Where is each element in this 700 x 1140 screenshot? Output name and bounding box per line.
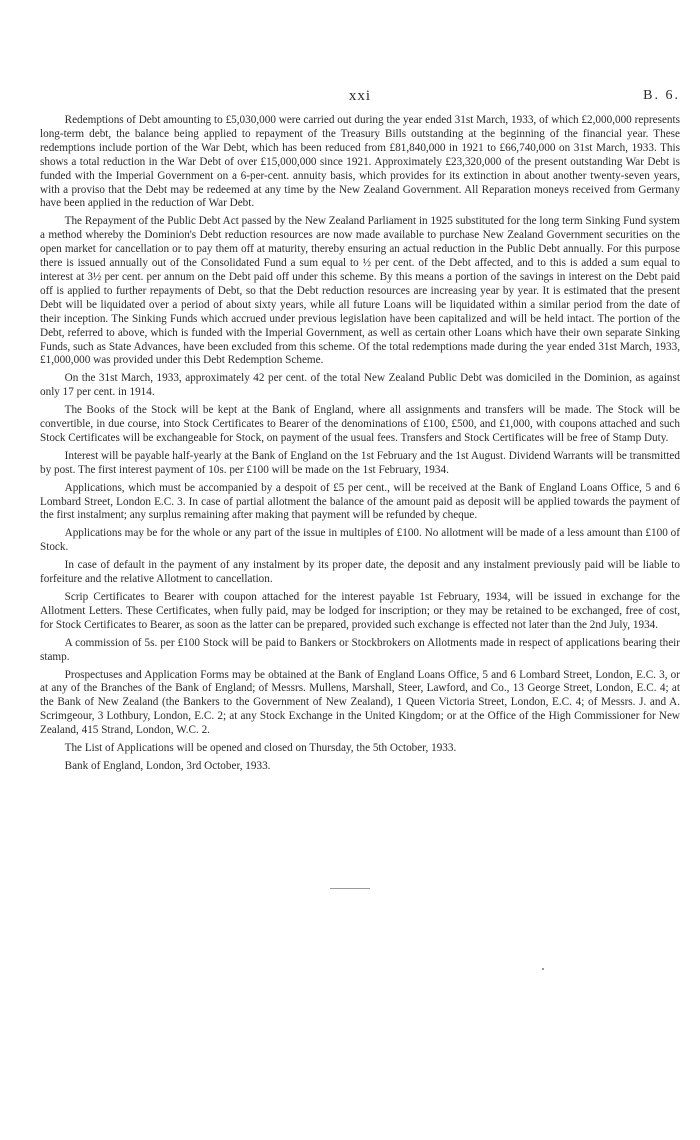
paragraph-dateline: Bank of England, London, 3rd October, 1933. bbox=[64, 759, 271, 772]
paragraph-list-of-applications: The List of Applications will be opened and closed on Thursday, the 5th October, 1933. bbox=[64, 742, 457, 755]
page-header bbox=[40, 88, 680, 108]
paragraph-debt-redemptions: Redemptions of Debt amounting to £5,030,000 were carried out during the year ended 31st March, 1933, of which £2,000,000 represents long-term debt, the balance being applied to repayment of the Treasury Bills outstanding at the beginning of the financial year. These redemptions include portion of the War Debt, which has been reduced from £81,840,000 in 1921 to £66,740,000 on 31st March, 1933. This shows a total reduction in the War Debt of over £15,000,000 since 1921. Approximately £23,320,000 of the present outstanding War Debt is funded with the Imperial Government on a 6-per-cent. annuity basis, which provides for its extinction in about another twenty-seven years, with a proviso that the Debt may be redeemed at any time by the New Zealand Government. All Reparation moneys received from Germany have been applied in the reduction of War Debt. bbox=[40, 114, 680, 210]
divider-rule bbox=[330, 888, 370, 889]
document-body bbox=[40, 114, 680, 778]
document-reference: B. 6. bbox=[643, 88, 680, 103]
paragraph-applications: Applications, which must be accompanied by a despoit of £5 per cent., will be received at the Bank of England Loans Office, 5 and 6 Lombard Street, London E.C. 3. In case of partial allotment the balance of the amount paid as deposit will be applied towards the payment of the first instalment; any surplus remaining after making that payment will be refunded by cheque. bbox=[40, 481, 680, 522]
paragraph-commission: A commission of 5s. per £100 Stock will be paid to Bankers or Stockbrokers on Allotments made in respect of applications bearing their stamp. bbox=[40, 636, 680, 663]
paragraph-allotment-multiples: Applications may be for the whole or any part of the issue in multiples of £100. No allotment will be made of a less amount than £100 of Stock. bbox=[40, 527, 680, 554]
scan-speck bbox=[542, 968, 544, 970]
page-number: xxi bbox=[348, 88, 372, 104]
paragraph-interest: Interest will be payable half-yearly at the Bank of England on the 1st February and the 1st August. Dividend Warrants will be transmitted by post. The first interest payment of 10s. per £100 will be made on the 1st February, 1934. bbox=[40, 449, 680, 476]
paragraph-stock-books: The Books of the Stock will be kept at the Bank of England, where all assignments and transfers will be made. The Stock will be convertible, in due course, into Stock Certificates to Bearer of the denominations of £100, £500, and £1,000, with coupons attached and such Stock Certificates will be exchangeable for Stock, on payment of the usual fees. Transfers and Stock Certificates will be free of Stamp Duty. bbox=[40, 404, 680, 444]
paragraph-scrip-certificates: Scrip Certificates to Bearer with coupon attached for the interest payable 1st February, 1934, will be issued in exchange for the Allotment Letters. These Certificates, when fully paid, may be lodged for inscription; or they may be retained to be exchanged, free of cost, for Stock Certificates to Bearer, as soon as the latter can be prepared, provided such exchange is effected not later than the 2nd July, 1934. bbox=[40, 591, 680, 631]
paragraph-repayment-act: The Repayment of the Public Debt Act passed by the New Zealand Parliament in 1925 substituted for the long term Sinking Fund system a method whereby the Dominion's Debt reduction resources are now made available to purchase New Zealand Government securities on the open market for cancellation or to pay them off at maturity, thereby ensuring an actual reduction in the Public Debt annually. For this purpose there is issued annually out of the Consolidated Fund a sum equal to ½ per cent. of the Debt affected, and to this is added a sum equal to interest at 3½ per cent. per annum on the Debt paid off under this scheme. By this means a portion of the savings in interest on the Debt paid off is applied to further repayments of Debt, so that the Debt reduction resources are increasing year by year. It is estimated that the present Debt will be liquidated over a period of about sixty years, while all future Loans will be liquidated within a similar period from the date of their inception. The Sinking Funds which accrued under previous legislation have been capitalized and will be held intact. The portion of the Debt, referred to above, which is funded with the Imperial Government, as well as certain other Loans which have their own separate Sinking Funds, such as State Advances, have been excluded from this scheme. Of the total redemptions made during the year ended 31st March, 1933, £1,000,000 was provided under this Debt Redemption Scheme. bbox=[40, 215, 680, 367]
paragraph-prospectuses: Prospectuses and Application Forms may be obtained at the Bank of England Loans Office, 5 and 6 Lombard Street, London, E.C. 3, or at any of the Branches of the Bank of England; of Messrs. Mullens, Marshall, Steer, Lawford, and Co., 13 George Street, London, E.C. 4; at the Bank of New Zealand (the Bankers to the Government of New Zealand), 1 Queen Victoria Street, London, E.C. 4; of Messrs. J. and A. Scrimgeour, 3 Lothbury, London, E.C. 2; at any Stock Exchange in the United Kingdom; or at the Office of the High Commissioner for New Zealand, 415 Strand, London, W.C. 2. bbox=[40, 668, 680, 737]
paragraph-debt-domiciled: On the 31st March, 1933, approximately 42 per cent. of the total New Zealand Public Debt was domiciled in the Dominion, as against only 17 per cent. in 1914. bbox=[40, 372, 680, 399]
paragraph-default: In case of default in the payment of any instalment by its proper date, the deposit and any instalment previously paid will be liable to forfeiture and the relative Allotment to cancellation. bbox=[40, 559, 680, 586]
